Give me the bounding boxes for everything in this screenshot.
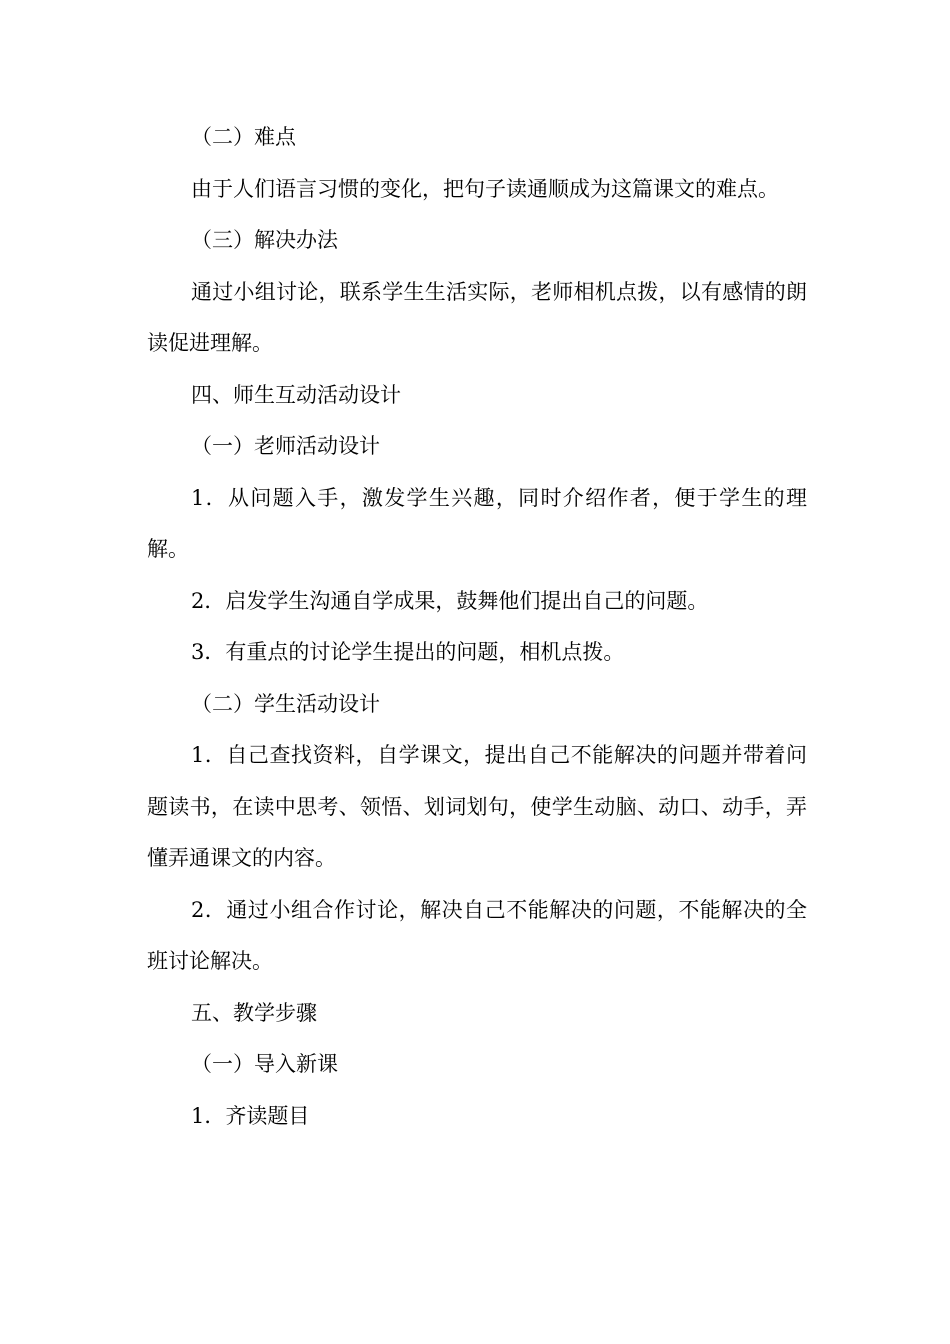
list-item-student-2: 2．通过小组合作讨论，解决自己不能解决的问题，不能解决的全班讨论解决。 <box>147 897 807 973</box>
subheading-student-activity: （二）学生活动设计 <box>191 691 380 716</box>
subheading-solution: （三）解决办法 <box>191 228 338 252</box>
subheading-introduction: （一）导入新课 <box>191 1052 338 1076</box>
paragraph-difficulty: 由于人们语言习惯的变化，把句子读通顺成为这篇课文的难点。 <box>191 176 779 201</box>
list-item-student-1: 1．自己查找资料，自学课文，提出自己不能解决的问题并带着问题读书，在读中思考、领悟、划词划句，使学生动脑、动口、动手，弄懂弄通课文的内容。 <box>147 743 807 870</box>
list-item-teacher-3: 3．有重点的讨论学生提出的问题，相机点拨。 <box>191 640 625 664</box>
document-body <box>147 112 807 1142</box>
paragraph-solution: 通过小组讨论，联系学生生活实际，老师相机点拨，以有感情的朗读促进理解。 <box>147 279 807 355</box>
subheading-difficulty: （二）难点 <box>191 125 296 149</box>
section-heading-steps: 五、教学步骤 <box>191 1000 317 1025</box>
list-item-step-1: 1．齐读题目 <box>191 1103 310 1128</box>
section-heading-interaction: 四、师生互动活动设计 <box>191 382 401 407</box>
list-item-teacher-2: 2．启发学生沟通自学成果，鼓舞他们提出自己的问题。 <box>191 588 709 613</box>
list-item-teacher-1: 1．从问题入手，激发学生兴趣，同时介绍作者，便于学生的理解。 <box>147 485 807 561</box>
subheading-teacher-activity: （一）老师活动设计 <box>191 434 380 458</box>
